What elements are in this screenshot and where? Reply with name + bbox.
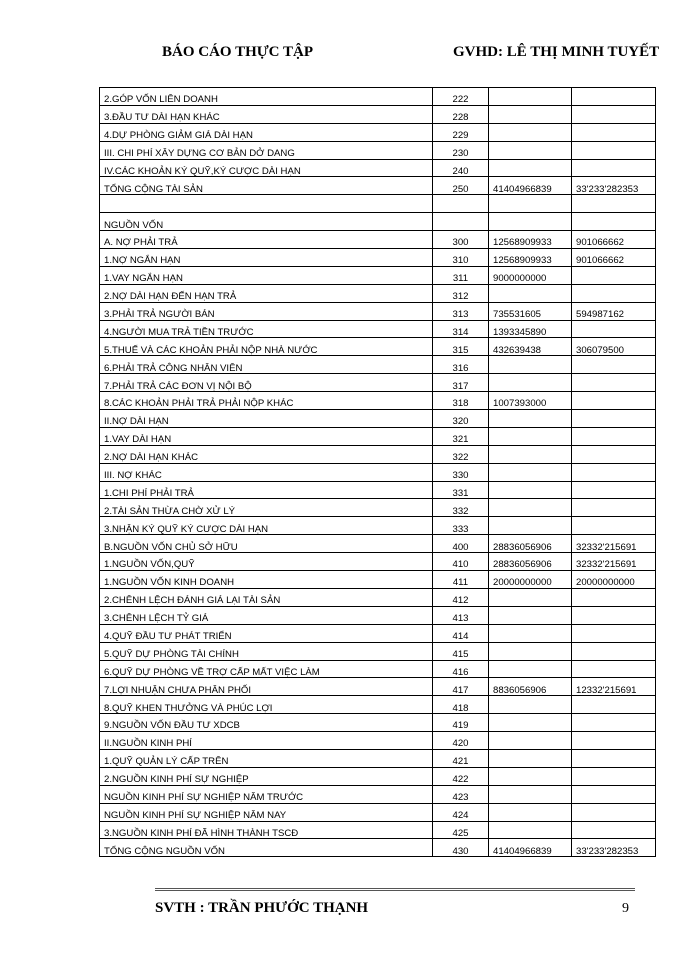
cell-end-of-period [489, 195, 572, 213]
table-row [100, 749, 656, 767]
cell-item: 4.QUỸ ĐẦU TƯ PHÁT TRIỂN [100, 624, 433, 642]
cell-item: 7.PHẢI TRẢ CÁC ĐƠN VỊ NỘI BỘ [100, 374, 433, 392]
cell-beginning-of-period: 901066662 [572, 249, 656, 267]
table-row [100, 624, 656, 642]
cell-end-of-period [489, 445, 572, 463]
table-row [100, 141, 656, 159]
cell-beginning-of-period [572, 624, 656, 642]
cell-code: 240 [433, 159, 489, 177]
cell-code: 330 [433, 463, 489, 481]
cell-end-of-period [489, 481, 572, 499]
table-row [100, 839, 656, 857]
cell-code: 425 [433, 821, 489, 839]
cell-end-of-period [489, 821, 572, 839]
cell-code: 414 [433, 624, 489, 642]
table-row [100, 535, 656, 553]
table-row [100, 553, 656, 571]
cell-beginning-of-period [572, 714, 656, 732]
cell-end-of-period: 12568909933 [489, 249, 572, 267]
table-row [100, 732, 656, 750]
cell-beginning-of-period [572, 463, 656, 481]
cell-code: 410 [433, 553, 489, 571]
cell-beginning-of-period [572, 696, 656, 714]
cell-beginning-of-period: 33'233'282353 [572, 177, 656, 195]
cell-code: 424 [433, 803, 489, 821]
table-row [100, 88, 656, 106]
table-row [100, 571, 656, 589]
cell-end-of-period [489, 141, 572, 159]
cell-code: 320 [433, 410, 489, 428]
cell-item: 6.QUỸ DỰ PHÒNG VỀ TRỢ CẤP MẤT VIỆC LÀM [100, 660, 433, 678]
cell-code: 228 [433, 105, 489, 123]
cell-code: 423 [433, 785, 489, 803]
cell-end-of-period [489, 159, 572, 177]
table-row [100, 356, 656, 374]
cell-item: NGUỒN KINH PHÍ SỰ NGHIỆP NĂM NAY [100, 803, 433, 821]
cell-code: 332 [433, 499, 489, 517]
cell-beginning-of-period [572, 481, 656, 499]
cell-beginning-of-period [572, 356, 656, 374]
cell-code: 230 [433, 141, 489, 159]
cell-item: 2.NGUỒN KINH PHÍ SỰ NGHIỆP [100, 767, 433, 785]
table-row [100, 392, 656, 410]
table-row [100, 195, 656, 213]
cell-code: 419 [433, 714, 489, 732]
table-row [100, 821, 656, 839]
cell-beginning-of-period [572, 749, 656, 767]
cell-item: B.NGUỒN VỐN CHỦ SỞ HỮU [100, 535, 433, 553]
table-row [100, 284, 656, 302]
header-report-title: BÁO CÁO THỰC TẬP [162, 44, 313, 60]
cell-beginning-of-period [572, 374, 656, 392]
table-row [100, 499, 656, 517]
cell-item: 1.VAY NGẮN HẠN [100, 266, 433, 284]
cell-item: III. CHI PHÍ XÂY DỰNG CƠ BẢN DỞ DANG [100, 141, 433, 159]
cell-item: 3.NGUỒN KINH PHÍ ĐÃ HÌNH THÀNH TSCĐ [100, 821, 433, 839]
cell-end-of-period: 432639438 [489, 338, 572, 356]
cell-end-of-period: 735531605 [489, 302, 572, 320]
cell-item: 2.CHÊNH LỆCH ĐÁNH GIÁ LẠI TÀI SẢN [100, 588, 433, 606]
cell-code: 411 [433, 571, 489, 589]
cell-end-of-period [489, 499, 572, 517]
cell-item: 2.GÓP VỐN LIÊN DOANH [100, 88, 433, 106]
table-row [100, 338, 656, 356]
table-row [100, 785, 656, 803]
table-row [100, 767, 656, 785]
cell-item: 3.NHẬN KÝ QUỸ KÝ CƯỢC DÀI HẠN [100, 517, 433, 535]
cell-beginning-of-period [572, 588, 656, 606]
cell-end-of-period [489, 213, 572, 231]
table-row [100, 445, 656, 463]
cell-item: 6.PHẢI TRẢ CÔNG NHÂN VIÊN [100, 356, 433, 374]
table-row [100, 481, 656, 499]
cell-end-of-period [489, 767, 572, 785]
cell-beginning-of-period [572, 195, 656, 213]
cell-item: 4.DỰ PHÒNG GIẢM GIÁ DÀI HẠN [100, 123, 433, 141]
cell-end-of-period [489, 284, 572, 302]
cell-code: 430 [433, 839, 489, 857]
cell-code: 317 [433, 374, 489, 392]
cell-code: 322 [433, 445, 489, 463]
cell-end-of-period [489, 123, 572, 141]
cell-beginning-of-period [572, 660, 656, 678]
table-row [100, 105, 656, 123]
cell-code: 229 [433, 123, 489, 141]
cell-code: 420 [433, 732, 489, 750]
cell-code: 315 [433, 338, 489, 356]
cell-end-of-period [489, 803, 572, 821]
table-row [100, 177, 656, 195]
cell-item: TỔNG CỘNG TÀI SẢN [100, 177, 433, 195]
cell-end-of-period: 28836056906 [489, 535, 572, 553]
cell-end-of-period: 8836056906 [489, 678, 572, 696]
cell-item: 2.NỢ DÀI HẠN ĐẾN HẠN TRẢ [100, 284, 433, 302]
cell-code [433, 213, 489, 231]
cell-end-of-period [489, 427, 572, 445]
cell-beginning-of-period [572, 141, 656, 159]
cell-beginning-of-period [572, 392, 656, 410]
cell-end-of-period [489, 588, 572, 606]
table-row [100, 660, 656, 678]
cell-beginning-of-period [572, 88, 656, 106]
cell-code: 400 [433, 535, 489, 553]
cell-end-of-period [489, 749, 572, 767]
cell-beginning-of-period: 32332'215691 [572, 553, 656, 571]
cell-item: 1.QUỸ QUẢN LÝ CẤP TRÊN [100, 749, 433, 767]
table-row [100, 642, 656, 660]
cell-code: 417 [433, 678, 489, 696]
cell-code: 422 [433, 767, 489, 785]
cell-beginning-of-period [572, 785, 656, 803]
cell-code: 312 [433, 284, 489, 302]
cell-item: A. NỢ PHẢI TRẢ [100, 231, 433, 249]
cell-item: III. NỢ KHÁC [100, 463, 433, 481]
cell-beginning-of-period [572, 105, 656, 123]
cell-end-of-period [489, 517, 572, 535]
cell-end-of-period [489, 642, 572, 660]
cell-end-of-period [489, 606, 572, 624]
cell-code: 314 [433, 320, 489, 338]
cell-item: TỔNG CỘNG NGUỒN VỐN [100, 839, 433, 857]
cell-end-of-period [489, 732, 572, 750]
table-row [100, 427, 656, 445]
cell-beginning-of-period [572, 410, 656, 428]
table-row [100, 213, 656, 231]
cell-beginning-of-period [572, 821, 656, 839]
cell-end-of-period: 20000000000 [489, 571, 572, 589]
cell-code: 418 [433, 696, 489, 714]
cell-end-of-period: 1393345890 [489, 320, 572, 338]
cell-end-of-period [489, 624, 572, 642]
cell-item: 4.NGƯỜI MUA TRẢ TIỀN TRƯỚC [100, 320, 433, 338]
cell-code: 333 [433, 517, 489, 535]
cell-end-of-period [489, 410, 572, 428]
cell-end-of-period: 41404966839 [489, 177, 572, 195]
cell-item: 7.LỢI NHUẬN CHƯA PHÂN PHỐI [100, 678, 433, 696]
cell-beginning-of-period: 32332'215691 [572, 535, 656, 553]
balance-sheet-body [100, 88, 656, 857]
table-row [100, 678, 656, 696]
table-row [100, 696, 656, 714]
cell-beginning-of-period: 306079500 [572, 338, 656, 356]
cell-end-of-period [489, 463, 572, 481]
footer-student: SVTH : TRẦN PHƯỚC THẠNH [155, 900, 369, 916]
table-row [100, 249, 656, 267]
cell-item: 1.NGUỒN VỐN,QUỸ [100, 553, 433, 571]
table-row [100, 123, 656, 141]
cell-item: 5.QUỸ DỰ PHÒNG TÀI CHÍNH [100, 642, 433, 660]
cell-beginning-of-period [572, 320, 656, 338]
cell-end-of-period [489, 785, 572, 803]
table-row [100, 410, 656, 428]
cell-beginning-of-period [572, 445, 656, 463]
cell-beginning-of-period: 20000000000 [572, 571, 656, 589]
cell-end-of-period [489, 696, 572, 714]
cell-end-of-period [489, 660, 572, 678]
cell-item: II.NGUỒN KINH PHÍ [100, 732, 433, 750]
cell-code: 412 [433, 588, 489, 606]
cell-beginning-of-period [572, 499, 656, 517]
cell-code: 310 [433, 249, 489, 267]
balance-sheet-table [99, 87, 656, 857]
cell-code: 313 [433, 302, 489, 320]
cell-code: 331 [433, 481, 489, 499]
cell-code: 415 [433, 642, 489, 660]
cell-item: 1.CHI PHÍ PHẢI TRẢ [100, 481, 433, 499]
cell-item: 5.THUẾ VÀ CÁC KHOẢN PHẢI NỘP NHÀ NƯỚC [100, 338, 433, 356]
table-row [100, 606, 656, 624]
cell-code: 321 [433, 427, 489, 445]
cell-end-of-period [489, 105, 572, 123]
footer-divider [155, 888, 635, 891]
cell-item: II.NỢ DÀI HẠN [100, 410, 433, 428]
cell-beginning-of-period: 594987162 [572, 302, 656, 320]
cell-code: 311 [433, 266, 489, 284]
cell-code: 416 [433, 660, 489, 678]
cell-code: 222 [433, 88, 489, 106]
cell-beginning-of-period [572, 767, 656, 785]
cell-beginning-of-period [572, 803, 656, 821]
cell-beginning-of-period: 33'233'282353 [572, 839, 656, 857]
cell-item: 2.TÀI SẢN THỪA CHỜ XỬ LÝ [100, 499, 433, 517]
page-number: 9 [622, 901, 629, 916]
cell-beginning-of-period [572, 517, 656, 535]
cell-end-of-period: 12568909933 [489, 231, 572, 249]
cell-item: 3.PHẢI TRẢ NGƯỜI BÁN [100, 302, 433, 320]
cell-beginning-of-period: 901066662 [572, 231, 656, 249]
cell-item [100, 195, 433, 213]
cell-end-of-period [489, 374, 572, 392]
cell-beginning-of-period [572, 213, 656, 231]
cell-beginning-of-period [572, 606, 656, 624]
cell-item: 1.NGUỒN VỐN KINH DOANH [100, 571, 433, 589]
cell-item: 8.QUỸ KHEN THƯỞNG VÀ PHÚC LỢI [100, 696, 433, 714]
table-row [100, 231, 656, 249]
cell-end-of-period [489, 88, 572, 106]
table-row [100, 517, 656, 535]
cell-item: IV.CÁC KHOẢN KÝ QUỸ,KÝ CƯỢC DÀI HẠN [100, 159, 433, 177]
cell-item: 8.CÁC KHOẢN PHẢI TRẢ PHẢI NỘP KHÁC [100, 392, 433, 410]
cell-code: 300 [433, 231, 489, 249]
cell-beginning-of-period [572, 427, 656, 445]
table-row [100, 588, 656, 606]
header-supervisor: GVHD: LÊ THỊ MINH TUYẾT [453, 44, 660, 60]
cell-end-of-period: 9000000000 [489, 266, 572, 284]
cell-end-of-period [489, 714, 572, 732]
table-row [100, 374, 656, 392]
cell-item: NGUỒN KINH PHÍ SỰ NGHIỆP NĂM TRƯỚC [100, 785, 433, 803]
cell-item: 1.VAY DÀI HẠN [100, 427, 433, 445]
cell-code: 316 [433, 356, 489, 374]
cell-item: 3.ĐẦU TƯ DÀI HẠN KHÁC [100, 105, 433, 123]
cell-beginning-of-period [572, 732, 656, 750]
cell-end-of-period: 1007393000 [489, 392, 572, 410]
cell-beginning-of-period [572, 266, 656, 284]
table-row [100, 714, 656, 732]
cell-beginning-of-period: 12332'215691 [572, 678, 656, 696]
cell-beginning-of-period [572, 123, 656, 141]
cell-code: 318 [433, 392, 489, 410]
cell-item: 2.NỢ DÀI HẠN KHÁC [100, 445, 433, 463]
cell-end-of-period: 28836056906 [489, 553, 572, 571]
cell-end-of-period [489, 356, 572, 374]
table-row [100, 159, 656, 177]
cell-beginning-of-period [572, 159, 656, 177]
cell-code: 250 [433, 177, 489, 195]
cell-item: 3.CHÊNH LỆCH TỶ GIÁ [100, 606, 433, 624]
cell-code: 413 [433, 606, 489, 624]
cell-item: 1.NỢ NGẮN HẠN [100, 249, 433, 267]
cell-code: 421 [433, 749, 489, 767]
table-row [100, 302, 656, 320]
cell-beginning-of-period [572, 642, 656, 660]
cell-end-of-period: 41404966839 [489, 839, 572, 857]
cell-item: 9.NGUỒN VỐN ĐẦU TƯ XDCB [100, 714, 433, 732]
cell-beginning-of-period [572, 284, 656, 302]
table-row [100, 463, 656, 481]
table-row [100, 320, 656, 338]
table-row [100, 803, 656, 821]
table-row [100, 266, 656, 284]
cell-item: NGUỒN VỐN [100, 213, 433, 231]
cell-code [433, 195, 489, 213]
